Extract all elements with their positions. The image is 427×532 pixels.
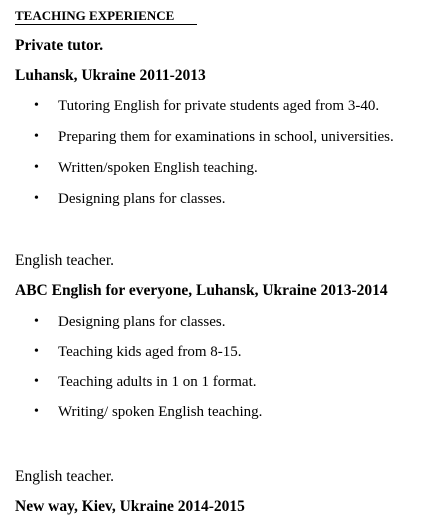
bullet-icon: • (34, 129, 39, 144)
job-3-role: English teacher. (15, 468, 114, 485)
bullet-icon: • (34, 404, 39, 419)
bullet-icon: • (34, 191, 39, 206)
job-1-place: Luhansk, Ukraine 2011-2013 (15, 67, 206, 84)
list-item-text: Tutoring English for private students aged from 3-40. (58, 98, 380, 114)
job-2-place: ABC English for everyone, Luhansk, Ukraine 2013-2014 (15, 282, 388, 299)
job-2-role: English teacher. (15, 252, 114, 269)
bullet-icon: • (34, 314, 39, 329)
list-item-text: Preparing them for examinations in school, universities. (58, 129, 394, 145)
bullet-icon: • (34, 160, 39, 175)
section-heading: TEACHING EXPERIENCE (15, 7, 197, 25)
bullet-icon: • (34, 374, 39, 389)
list-item-text: Teaching adults in 1 on 1 format. (58, 374, 257, 390)
list-item-text: Writing/ spoken English teaching. (58, 404, 263, 420)
job-1-role: Private tutor. (15, 37, 104, 54)
list-item-text: Teaching kids aged from 8-15. (58, 344, 242, 360)
list-item-text: Designing plans for classes. (58, 314, 226, 330)
bullet-icon: • (34, 344, 39, 359)
list-item-text: Designing plans for classes. (58, 191, 226, 207)
list-item-text: Written/spoken English teaching. (58, 160, 258, 176)
job-3-place: New way, Kiev, Ukraine 2014-2015 (15, 498, 245, 515)
bullet-icon: • (34, 98, 39, 113)
